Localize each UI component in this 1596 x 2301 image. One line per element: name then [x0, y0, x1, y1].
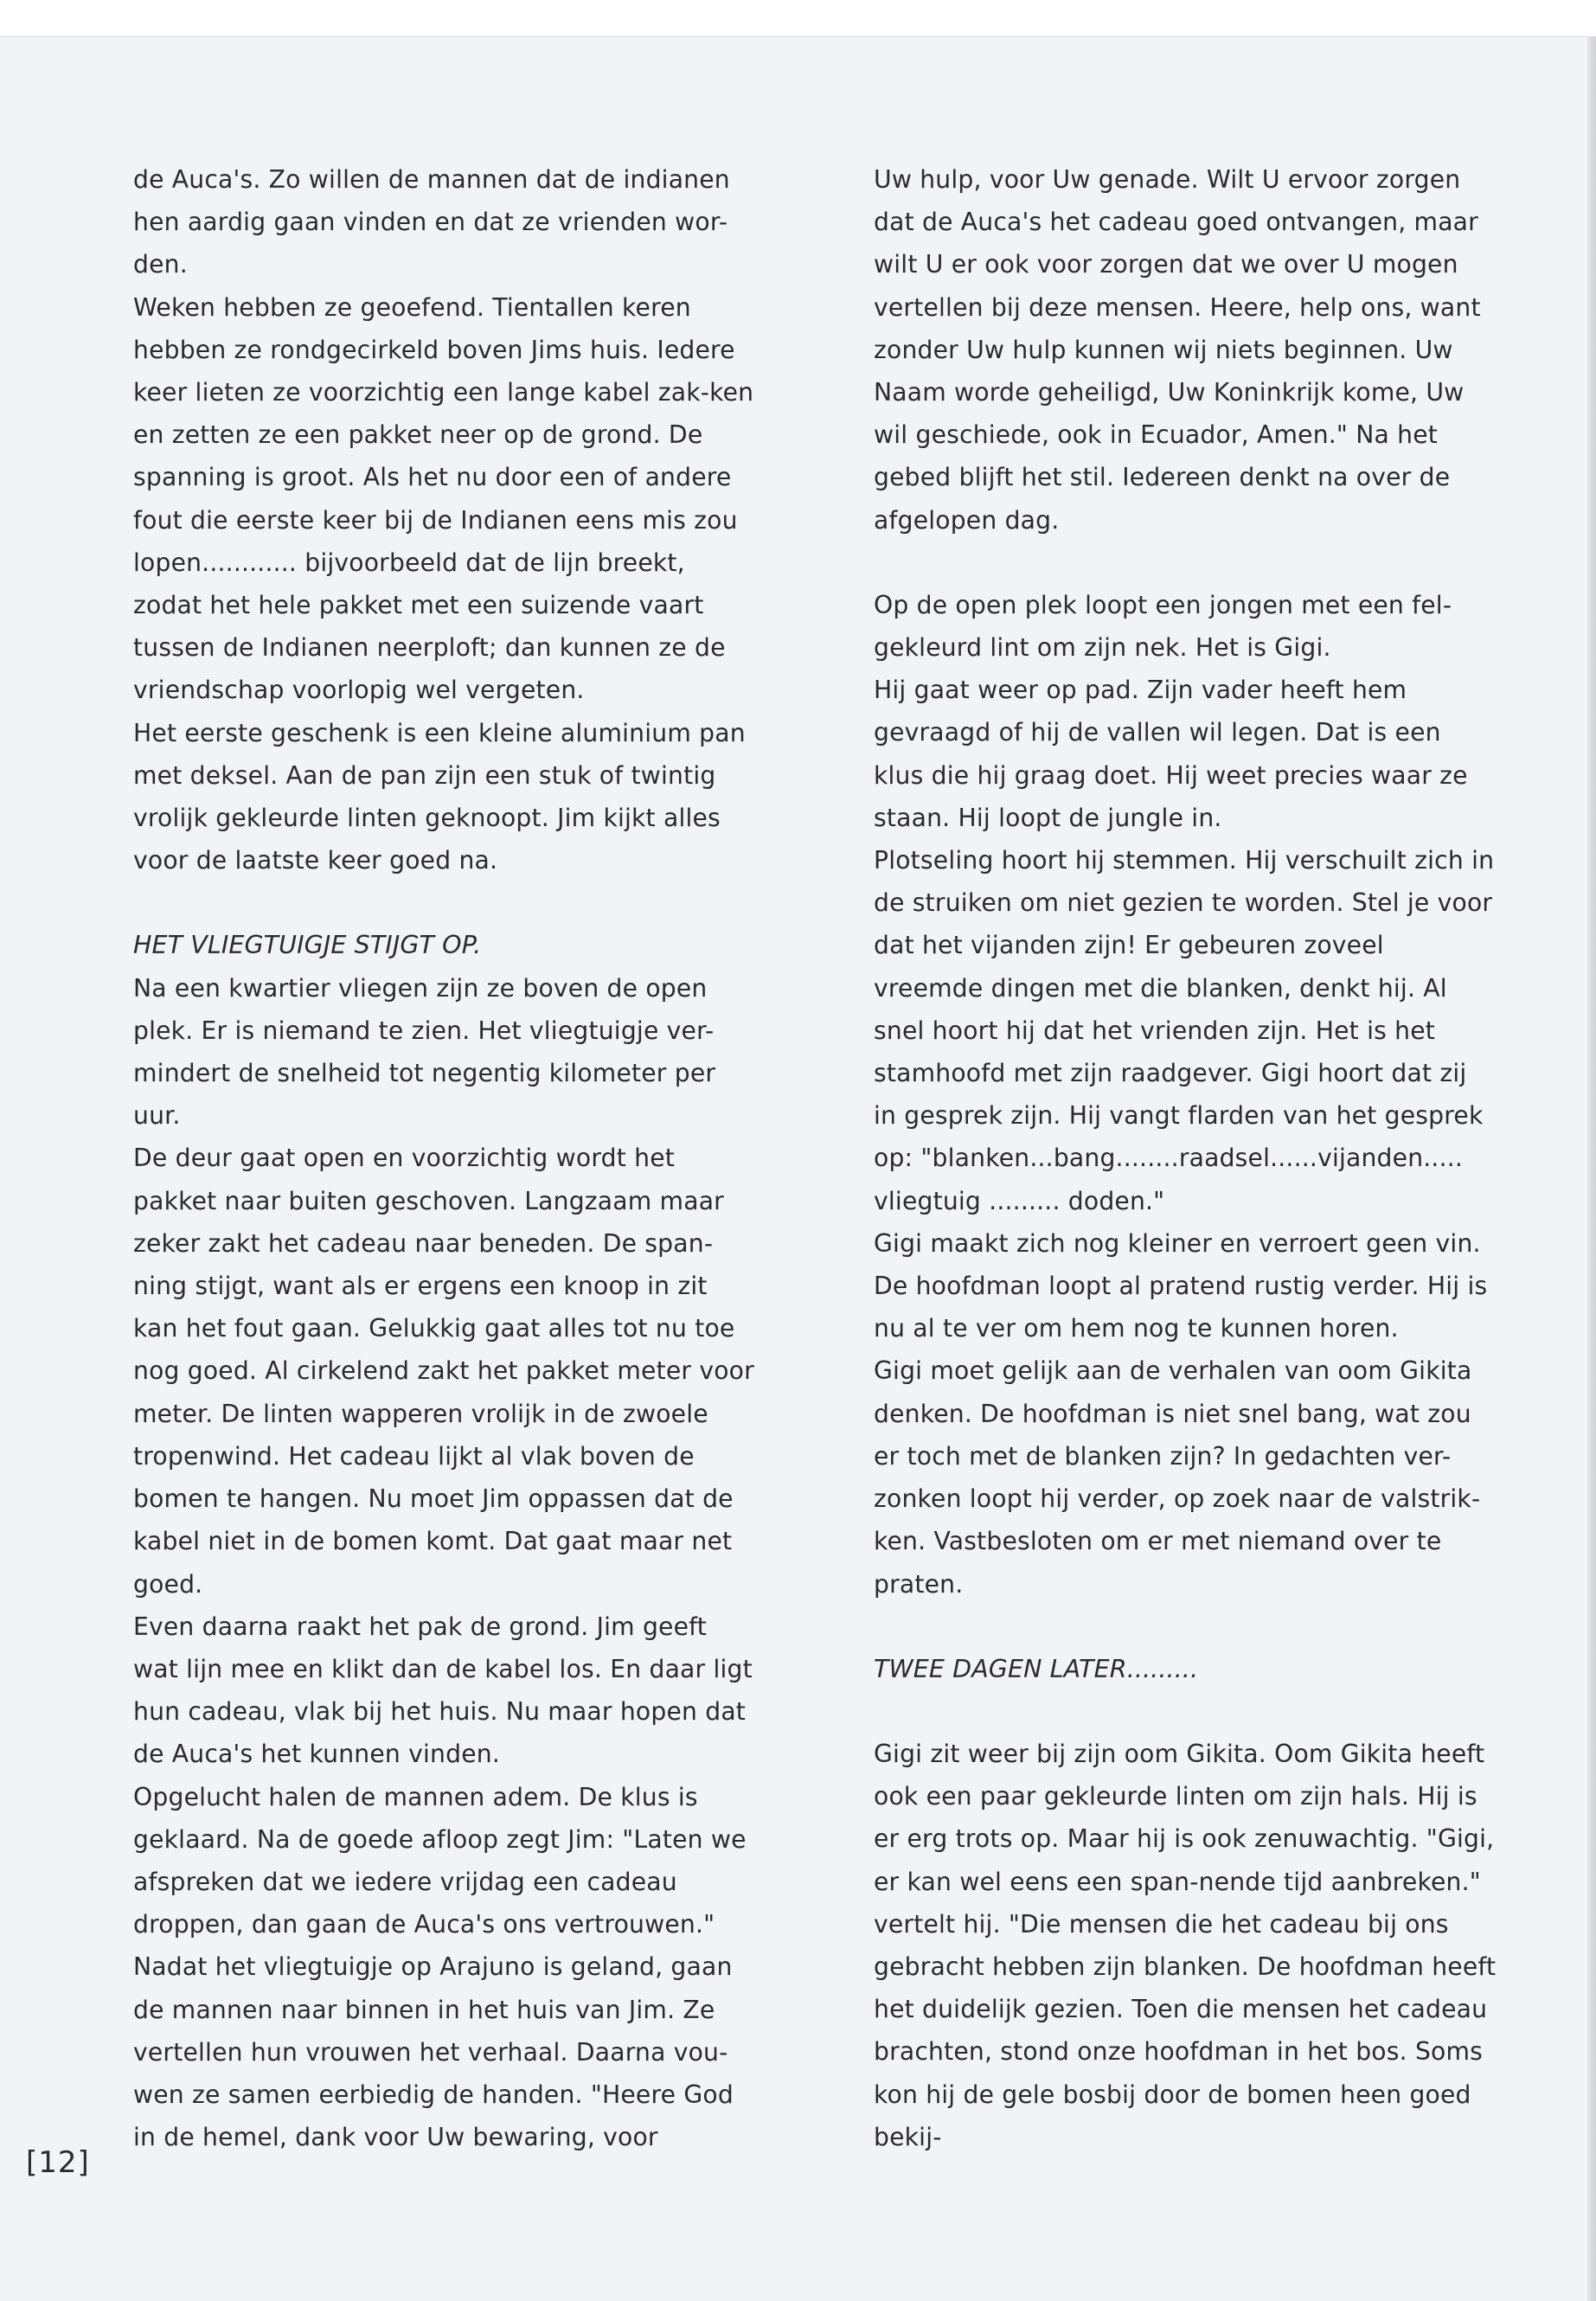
paragraph: Uw hulp, voor Uw genade. Wilt U ervoor zorgen dat de Auca's het cadeau goed ontvangen, maar wilt U er ook voor zorgen dat we over U mogen vertellen bij deze mensen. Heere, help ons, want zonder Uw hulp kunnen wij niets beginnen. Uw Naam worde geheiligd, Uw Koninkrijk kome, Uw wil geschiede, ook in Ecuador, Amen." Na het gebed blijft het stil. Iedereen denkt na over de afgelopen dag. — [874, 165, 1481, 535]
spacer — [133, 881, 756, 924]
paragraph: de Auca's. Zo willen de mannen dat de indianen hen aardig gaan vinden en dat ze vrienden wor-den. — [133, 165, 730, 279]
paragraph: Hij gaat weer op pad. Zijn vader heeft hem gevraagd of hij de vallen wil legen. Dat is een klus die hij graag doet. Hij weet precies waar ze staan. Hij loopt de jungle in. — [874, 676, 1468, 832]
paragraph: Nadat het vliegtuigje op Arajuno is geland, gaan de mannen naar binnen in het huis van Jim. Ze vertellen hun vrouwen het verhaal. Daarna vou-wen ze samen eerbiedig de handen. "Heere God in de hemel, dank voor Uw bewaring, voor — [133, 1952, 734, 2152]
paragraph: Weken hebben ze geoefend. Tientallen keren hebben ze rondgecirkeld boven Jims huis. Iedere keer lieten ze voorzichtig een lange kabel zak-ken en zetten ze een pakket neer op de grond. De spanning is groot. Als het nu door een of andere fout die eerste keer bij de Indianen eens mis zou lopen............ bijvoorbeeld dat de lijn breekt, zodat het hele pakket met een suizende vaart tussen de Indianen neerploft; dan kunnen ze de vriendschap voorlopig wel vergeten. — [133, 292, 754, 705]
section-heading: TWEE DAGEN LATER......... — [874, 1654, 1199, 1683]
left-column — [133, 158, 756, 2158]
spacer — [874, 542, 1497, 584]
paragraph: Gigi moet gelijk aan de verhalen van oom Gikita denken. De hoofdman is niet snel bang, wat zou er toch met de blanken zijn? In gedachten ver-zonken loopt hij verder, op zoek naar de valstrik-ken. Vastbesloten om er met niemand over te praten. — [874, 1356, 1481, 1599]
section-heading: HET VLIEGTUIGJE STIJGT OP. — [133, 931, 482, 960]
scan-top-margin — [0, 0, 1596, 37]
paragraph: Het eerste geschenk is een kleine aluminium pan met deksel. Aan de pan zijn een stuk of twintig vrolijk gekleurde linten geknoopt. Jim kijkt alles voor de laatste keer goed na. — [133, 718, 746, 875]
paragraph: Op de open plek loopt een jongen met een fel-gekleurd lint om zijn nek. Het is Gigi. — [874, 590, 1452, 663]
paragraph: Even daarna raakt het pak de grond. Jim geeft wat lijn mee en klikt dan de kabel los. En daar ligt hun cadeau, vlak bij het huis. Nu maar hopen dat de Auca's het kunnen vinden. — [133, 1612, 753, 1769]
book-page — [0, 37, 1587, 2301]
spacer — [874, 1606, 1497, 1648]
paragraph: Gigi zit weer bij zijn oom Gikita. Oom Gikita heeft ook een paar gekleurde linten om zijn hals. Hij is er erg trots op. Maar hij is ook zenuwachtig. "Gigi, er kan wel eens een span-nende tijd aanbreken." vertelt hij. "Die mensen die het cadeau bij ons gebracht hebben zijn blanken. De hoofdman heeft het duidelijk gezien. Toen die mensen het cadeau brachten, stond onze hoofdman in het bos. Soms kon hij de gele bosbij door de bomen heen goed bekij- — [874, 1739, 1497, 2151]
spacer — [874, 1690, 1497, 1733]
scan-right-edge — [1587, 36, 1596, 2301]
paragraph: Opgelucht halen de mannen adem. De klus is geklaard. Na de goede afloop zegt Jim: "Laten we afspreken dat we iedere vrijdag een cadeau droppen, dan gaan de Auca's ons vertrouwen." — [133, 1782, 747, 1939]
paragraph: Gigi maakt zich nog kleiner en verroert geen vin. De hoofdman loopt al pratend rustig verder. Hij is nu al te ver om hem nog te kunnen horen. — [874, 1228, 1488, 1343]
page-number: [12] — [26, 2145, 90, 2180]
paragraph: Plotseling hoort hij stemmen. Hij verschuilt zich in de struiken om niet gezien te worden. Stel je voor dat het vijanden zijn! Er gebeuren zoveel vreemde dingen met die blanken, denkt hij. Al snel hoort hij dat het vrienden zijn. Het is het stamhoofd met zijn raadgever. Gigi hoort dat zij in gesprek zijn. Hij vangt flarden van het gesprek op: "blanken...bang........raadsel......vijanden..... vliegtuig ......... doden." — [874, 846, 1495, 1215]
paragraph: Na een kwartier vliegen zijn ze boven de open plek. Er is niemand te zien. Het vliegtuigje ver-mindert de snelheid tot negentig kilometer per uur. — [133, 973, 716, 1131]
right-column — [874, 158, 1497, 2158]
paragraph: De deur gaat open en voorzichtig wordt het pakket naar buiten geschoven. Langzaam maar zeker zakt het cadeau naar beneden. De span-ning stijgt, want als er ergens een knoop in zit kan het fout gaan. Gelukkig gaat alles tot nu toe nog goed. Al cirkelend zakt het pakket meter voor meter. De linten wapperen vrolijk in de zwoele tropenwind. Het cadeau lijkt al vlak boven de bomen te hangen. Nu moet Jim oppassen dat de kabel niet in de bomen komt. Dat gaat maar net goed. — [133, 1144, 754, 1599]
